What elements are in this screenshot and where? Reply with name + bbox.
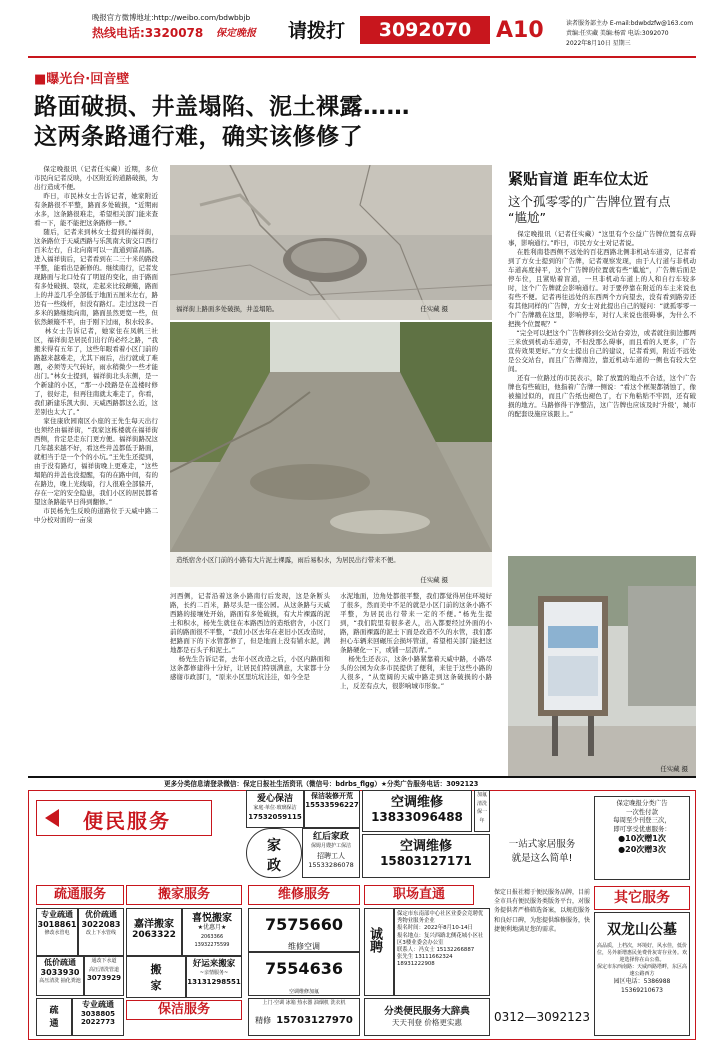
photo-broken-road [170,165,492,320]
banner-arrow [45,809,59,827]
category-jobs: 职场直通 [364,885,474,905]
headline-line-2: 这两条路通行难，确实该修修了 [34,124,363,150]
ad-title: 分类便民服务大辞典 [384,1006,470,1017]
photo-muddy-lane [170,322,492,587]
headline-line-1: 路面破损、井盖塌陷、泥土裸露…… [34,94,410,120]
issue-date: 2022年8月10日 星期三 [566,40,631,47]
photo2-credit: 任实藏 摄 [420,576,448,585]
ad-hotline[interactable] [492,998,592,1036]
ad-note-2: 报名时间：2022年8月10-14日 [397,925,473,932]
ad-phone: 3033930 [40,968,80,977]
ad-note: 保定日报社精于便民服务品牌，目前全市具有便民服务类版务平台，对服务提供者严格筛选备案，以规范服务和良好口碑，为您提供维修服务，快捷便利地满足您的需求。 [494,889,591,933]
ad-ac-note[interactable] [474,790,490,832]
ad-note: 保姆月嫂护工保洁 [310,843,351,849]
ad-note: ~亲情服务~ [199,970,229,976]
ad-professional-drain-1[interactable] [36,908,78,956]
price-line-6: ●20次赠3次 [618,845,666,855]
ad-note: 高压清洗 抽化粪池 [39,978,81,984]
ad-phone: 15533286078 [308,860,354,869]
road-photo-art [170,165,492,320]
price-line-3: 每周至少刊登三次， [613,816,671,825]
price-line-5: ●10次赠1次 [618,834,666,844]
ad-drain-circle[interactable] [36,998,72,1036]
price-box [594,796,690,880]
service-line: 读者服务部主办 E-mail:bdwbdzfw@163.com [566,20,694,27]
ad-note: ★优惠月★ [197,924,227,931]
ad-phone: 3018861 [37,920,77,929]
lane-photo-art [170,322,492,587]
ad-phone: 3022083 [81,920,121,929]
price-line-2: 一次性付款 [626,807,658,816]
photo1-caption: 福祥街上路面多处破损，井盖塌陷。 [176,305,279,314]
ad-title: 低价疏通 [44,958,76,967]
photo2-caption: 造纸宿舍小区门前的小路有大片泥土裸露，雨后易积水，为居民出行带来不便。 [176,556,400,564]
ad-phone: 7554636 [265,959,343,978]
side-article-subtitle-2: “尴尬” [508,210,546,225]
ad-title: 空调维修 [390,795,443,810]
ad-phone: 13833096488 [371,810,463,824]
ad-note: 加氟清洗 [476,792,487,807]
ad-value-drain[interactable] [78,908,124,956]
weibo-address: 晚报官方微博地址:http://weibo.com/bdwbbjb [92,13,251,22]
ad-ac-7575660[interactable] [248,908,360,952]
ad-phone: 7575660 [265,915,343,934]
service-banner [36,800,212,836]
side-article-subtitle-1: 这个孤零零的广告牌位置有点 [508,194,671,209]
ad-shuanglongshan-cemetery[interactable] [594,912,690,1036]
ad-haoyunlai-moving[interactable] [186,956,242,998]
ad-phone-2: 2022773 [80,1018,116,1026]
ad-note-5: 张先生 13111662324 18931222908 [397,954,453,968]
ad-title: 精修 [255,1015,272,1025]
ad-title: 空调维修 [399,839,452,854]
article-column-2: 河西侧，记者沿着这条小路南行后发现，这是条断头路，长约二百米，路尽头是一座公园。从这条路与天威西路的接壤处开始，路面有多处破损，有大片裸露的泥土和积水，杨先生就住在本路西边的造纸宿舍，小区门前的路面很不平整，“我们小区去年在老旧小区改造时，把路面下的下水管都修了，但是地面上没有铺水泥，满地都是石头子和泥土。” 杨先生告诉记者，去年小区改造之后，小区内路面和这条都修建得十分好，让居民们特别满意，大家都十分感谢市政部门，“原来小区里坑坑洼洼，如今全是 [170,592,330,681]
ad-title: 嘉洋搬家 [134,919,174,930]
ad-note: 通改下水道 [91,958,117,964]
ad-note-1: 高品质，上档次，环境好，风水佳，低价位，另外新增惠民免费骨灰寄存业务。欢迎选择你在山公墓。 [596,943,687,963]
ad-note: 上门·空调 冰箱 热水器 油烟机 洗衣机 [262,1000,346,1006]
ad-phone: 0312—3092123 [494,1010,590,1024]
ad-char-1: 疏 [49,1006,59,1016]
ad-ac-repair-2[interactable] [362,834,490,878]
ad-char-2: 政 [267,858,281,874]
ad-note-3: 报名地点：复兴西路北侧花城小区社区3楼业委会办公室 [397,932,484,946]
ad-title: 好运来搬家 [192,959,236,969]
ad-title: 优价疏通 [85,910,117,919]
ad-ac-7554636[interactable] [248,952,360,996]
ad-moving-circle[interactable] [126,956,186,998]
masthead [0,0,720,62]
ad-title: 爱心保洁 [256,794,293,804]
ad-phone: 13131298551 [187,977,241,986]
ad-title: 喜悦搬家 [192,913,232,924]
ad-phone: 2063322 [132,930,176,940]
ad-ac-repair-1[interactable] [362,790,472,832]
side-article-title: 紧贴盲道 距车位太近 [508,170,649,188]
ad-phone: 15533596227 [305,801,359,809]
photo-ad-board [508,556,696,778]
ad-note: 空调维修加氟 [288,989,319,995]
ad-phone: 15703127970 [276,1014,353,1026]
call-label: 请拨打 [288,20,346,42]
ad-title: 专业疏通 [41,910,73,919]
hotline: 热线电话:3320078 [92,26,204,40]
ad-note: 天天刊登 价格更实惠 [392,1018,462,1027]
ad-board-photo-art [508,556,696,778]
ad-aixin-cleaning[interactable] [246,790,304,828]
article-column-3: 水泥地面，边角处都很平整，我们都觉得居住环境好了很多，然而美中不足的就是小区门前的这条小路不平整，为居民出行带来一定的不便。”杨先生提到，“我们院里有很多老人，出入都要经过外面的小路，路面裸露的泥土下面是改造不久的水管，我们都担心车辆来回碾压会损坏管道，希望相关部门能把这条路硬化一下，或铺一层沥青。” 杨先生还表示，这条小路紧靠着天威中路，小路尽头的公园为众多市民提供了便利，来往于这些小路的人很多，“从宽阔的天威中路走到这条破损的小路上，反差有点大，很影响城市形象。” [340,592,492,690]
ad-hiring[interactable] [364,908,394,996]
ad-title: 诚聘 [367,927,382,953]
ad-jiayang-moving[interactable] [126,908,182,956]
ad-professional-drain-2[interactable] [72,998,124,1036]
ad-note: 改上下水管线 [85,930,116,936]
photo1-credit: 任实藏 摄 [420,305,448,314]
category-moving: 搬家服务 [126,885,242,905]
ad-phone: 15803127171 [380,854,472,868]
newspaper-logo: 保定晚报 [216,28,256,39]
category-traffic: 疏通服务 [36,885,124,905]
ad-low-price-drain[interactable] [36,956,84,996]
ad-platform-note [492,886,592,990]
ad-housekeeping[interactable] [246,828,302,878]
ad-phone: 17532059115 [248,812,302,821]
ad-title: 专业疏通 [82,1000,114,1009]
ad-char-2: 通 [49,1019,59,1029]
ad-note-2: 保定市东西南路：天威西路塔畔，东区高速公路西方 [596,964,687,977]
category-repair: 维修服务 [248,885,360,905]
ad-note-1: 保定市东南部中心社区业委会竞聘优秀物业服务企业 [397,911,484,925]
ad-note: 修改水管电 [44,930,70,936]
ad-note-2: 招聘工人 [317,851,345,860]
ad-phone-2: 15369210673 [621,986,663,994]
ad-dictionary[interactable] [364,998,490,1036]
ad-xiyue-moving[interactable] [182,908,242,956]
ad-char-2: 家 [150,979,162,992]
ad-phone-1: 园区电话：5386988 [613,978,671,985]
classified-top-line: 更多分类信息请登录微信：保定日报社生活资讯（微信号：bdrbs_flgg）★分类广告服务电话：3092123 [164,780,479,788]
ad-title: 双龙山公墓 [607,922,677,938]
banner-label: 便民服务 [83,809,171,833]
page-number: A10 [496,18,544,43]
ad-title: 一站式家居服务 [508,839,576,850]
price-line-1: 保定晚报分类广告 [616,799,668,807]
ad-title: 红后家政 [312,832,349,842]
ad-note-2: 高压清洗管道 [88,966,119,973]
section-tag: ■曝光台·回音壁 [34,72,130,87]
ad-honghou-housekeeping[interactable] [302,828,360,878]
category-cleaning: 保洁服务 [126,1000,242,1020]
photo3-credit: 任实藏 摄 [660,765,688,774]
ad-char-1: 家 [267,838,281,854]
editors: 责编:任实藏 美编:杨雷 电话:3092070 [566,30,669,37]
ad-note-2: 保一年 [476,809,487,824]
ad-title-2: 就是这么简单! [511,853,573,864]
ad-note-4: 联系人：冯女士 15132266887 [397,947,475,954]
price-line-4: 即可享受优惠服务： [613,824,671,833]
ad-char-1: 搬 [150,963,162,976]
ad-phone: 3073929 [86,974,122,983]
article-column-1: 保定晚报讯（记者任实藏）近期，多位市民向记者反映，小区附近的道路破损，为出行造成不便。 昨日，市民林女士告诉记者，她家附近有条路很不平整，路面多处破损，“近期雨水多，这条路很难走，希望相关部门能来查看一下，能不能把这条路修一修。” 随后，记者来到林女士提到的福祥街，这条路位于天威西路与乐凯南大街交口西行百米左右，自北向南可以一直通到富昌路。进入福祥街后，记者看到在二三十米的路段平整，能看出是新修的。继续南行，记者发现路面与北口处有了明显的变化，由于路面有多处破损、裂纹，走起来比较颠簸，路面上的井盖几乎全部低于地面五厘米左右，路边有一些线杆，但没有路灯。走过这段一百多米的路继续向南，路面虽然更宽一些，但依然颠簸不平，由于刚下过雨，积水较多。 林女士告诉记者，她家住在凤帆三社区，福祥街是居民们出行的必经之路，“我搬来得有五年了，这些年眼看着小区门前的路越来越难走，尤其下雨后，出行就成了难题，必须等天气转好，雨水稍微少一些才能出门。”林女士提到，福祥街北头东侧，是一个新建的小区，“那一小段路是在盖楼时修了，很好走，但再往南就太难走了，你看，我们新建乐凯大街、天威西路都这么近，这差别也太大了。” 家住康欣园南区小座的王先生每天出行也须经由福祥街，“我家这栋楼就在福祥街西侧，肯定是走东门更方便。福祥街路况这几年越来越不好，看这些井盖都低于路面，就相当于是一个个的小坑。”王先生还提到，由于没有路灯，福祥街晚上更难走，“这些塌陷的井盖也没提醒，有的在路中间，有的在路边，晚上光线暗，行人很难全部躲开，存在一定的安全隐患，我们小区的居民都希望这条路能早日得到翻修。” 市民杨先生反映的道路位于天威中路二中分校对面的一亩泉 [34,165,158,524]
category-other: 其它服务 [594,886,690,910]
header-rule [28,56,696,58]
ad-title: 保洁装修开荒 [311,792,353,800]
ad-one-stop [492,836,592,878]
ad-note: 维修空调 [288,942,320,951]
ad-renovation-cleaning[interactable] [304,790,360,828]
call-number: 3092070 [360,16,490,44]
ad-property-tender[interactable] [394,908,490,996]
classified-top-rule [28,776,696,778]
ad-phone: 2063366 13932275599 [194,933,230,949]
ad-home-appliance-repair[interactable] [248,998,360,1036]
ad-phone: 3038805 [80,1010,116,1018]
side-article-body: 保定晚报讯（记者任实藏）“这里有个公益广告牌位置有点碍事，影响通行。”昨日，市民方女士对记者说。 在胜利南巷西侧不远处的百花西路北侧非机动车道旁，记者看到了方女士提到的广告牌，记者观察发现，由于人行道与非机动车道高度持平，这个广告牌的位置就有些“尴尬”，广告牌后面是停车位，且紧贴着盲道，一旦非机动车道上的人和自行车较多时，这个广告牌就会影响通行。对于要停靠在附近的车主来说也有些不便。记者再往远处的东西两个方向望去，没有看到路旁还有其他同样的广告牌，方女士对此提出自己的疑问：“就孤零零一个广告牌戳在这里，影响停车，对行人来说也很碍事，为什么不把换个位置呢？” “完全可以把这个广告牌移到公交站台旁边，或者就往街边挪两三米放到机动车道旁，不但没那么碍事，而且看的人更多，广告宣传效果更好。”方女士提出自己的建议，记者看到，附近不远处是公交站台，而且广告牌南边，靠近机动车道的一侧也有较大空间。 还有一位路过的市民表示，除了放置的地点不合适，这个广告牌也有些破旧，他指着广告牌一侧说：“看这个框架都锈蚀了，像被撞过似的，而且广告纸也褪色了，右下角粘贴不牢固，还有破损的地方。马路修得干净整洁，这广告牌也应该及时‘升级’，城市的配套设施应该跟上。” [508,230,696,418]
ad-sewer-drain[interactable] [84,956,124,996]
ad-note: 家庭·单位·玻璃保洁 [253,805,297,811]
